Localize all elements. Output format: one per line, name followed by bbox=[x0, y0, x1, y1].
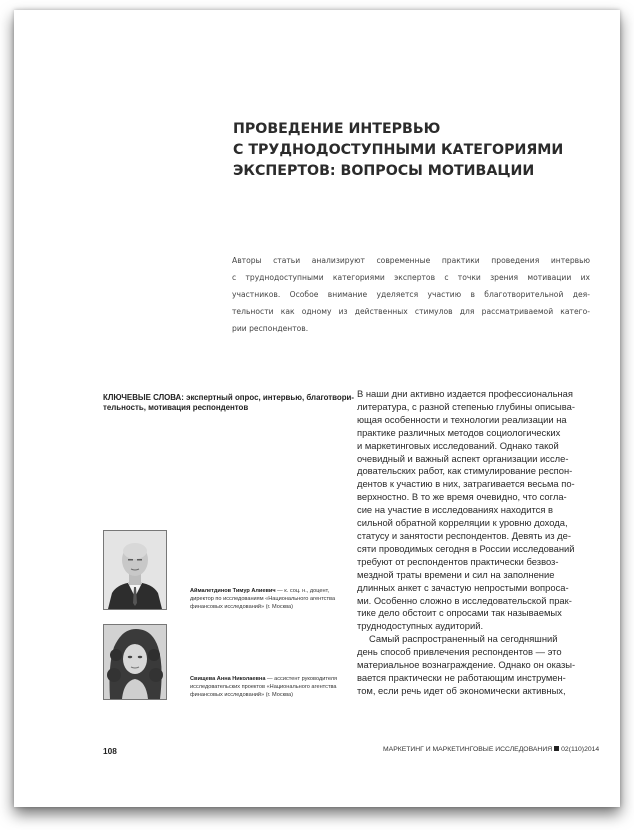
abstract-line: участников. Особое внимание уделяется участию в благотворительной дея- bbox=[232, 290, 590, 300]
journal-footer bbox=[383, 746, 599, 753]
journal-name: МАРКЕТИНГ И МАРКЕТИНГОВЫЕ ИССЛЕДОВАНИЯ bbox=[383, 746, 553, 753]
author-degree: — к. соц. н., доцент, bbox=[275, 588, 330, 594]
body-line: ющая особенности и технологии реализации на bbox=[357, 413, 567, 425]
author-info-2 bbox=[190, 675, 350, 700]
portrait-woman-image bbox=[104, 625, 166, 699]
body-line: длинных анкет с зачастую непростыми вопроса- bbox=[357, 581, 569, 593]
keywords-list-1: экспертный опрос, интервью, благотвори- bbox=[186, 393, 354, 402]
body-line: практике различных методов социологических bbox=[357, 426, 561, 438]
author-position: директор по исследованиям «Национального агентства bbox=[190, 596, 336, 603]
body-line: том, если речь идет об экономически активных, bbox=[357, 684, 566, 696]
body-line: очевидный и важный аспект организации иссле- bbox=[357, 452, 569, 464]
author-line bbox=[190, 675, 350, 683]
keywords-block bbox=[103, 393, 354, 414]
author-photo-man bbox=[103, 530, 167, 610]
body-line: довательских работ, как стимулирование респон- bbox=[357, 465, 573, 477]
body-line: вается практически не работающим инструмен- bbox=[357, 671, 566, 683]
body-line: дентов к участию в них, затрагивается весьма по- bbox=[357, 478, 575, 490]
body-line: В наши дни активно издается профессиональная bbox=[357, 388, 573, 399]
author-position: исследовательских проектов «Национального агентства bbox=[190, 684, 337, 691]
keywords-list-2: тельность, мотивация респондентов bbox=[103, 403, 249, 413]
body-line: ми. Особенно сложно в исследовательской прак- bbox=[357, 594, 572, 606]
author-name: Аймалетдинов Тимур Алиевич bbox=[190, 588, 276, 594]
body-line: сильной обратной корреляции к уровню дохода, bbox=[357, 517, 568, 529]
abstract-line: Авторы статьи анализируют современные практики проведения интервью bbox=[232, 256, 590, 265]
article-body bbox=[357, 388, 592, 698]
body-line: материальное вознаграждение. Однако он оказы- bbox=[357, 659, 576, 671]
author-line bbox=[190, 587, 350, 595]
keywords-line bbox=[103, 393, 354, 403]
body-line: верхностно. В то же время очевидно, что согла- bbox=[357, 491, 567, 503]
author-affiliation: финансовых исследований» (г. Москва) bbox=[190, 692, 293, 699]
article-title bbox=[233, 119, 613, 182]
abstract-line: тельности как одному из действенных стимулов для рассматриваемой катего- bbox=[232, 307, 590, 317]
square-separator-icon bbox=[554, 746, 559, 751]
author-photo-woman bbox=[103, 624, 167, 700]
page-number: 108 bbox=[103, 746, 117, 756]
body-line: статусу и занятости респондентов. Девять из де- bbox=[357, 529, 571, 541]
body-line: требуют от респондентов практически безвоз- bbox=[357, 555, 559, 567]
author-info-1 bbox=[190, 587, 350, 612]
keywords-label: КЛЮЧЕВЫЕ СЛОВА: bbox=[103, 393, 184, 402]
abstract-line: с труднодоступными категориями экспертов с точки зрения мотивации их bbox=[232, 273, 590, 283]
title-line: С ТРУДНОДОСТУПНЫМИ КАТЕГОРИЯМИ bbox=[233, 142, 564, 158]
author-degree: — ассистент руководителя bbox=[265, 676, 338, 682]
author-affiliation: финансовых исследований» (г. Москва) bbox=[190, 604, 293, 611]
body-line: и маркетинговых исследований. Однако такой bbox=[357, 439, 559, 451]
article-abstract bbox=[232, 252, 590, 337]
body-line: Самый распространенный на сегодняшний bbox=[369, 633, 558, 645]
author-name: Свищева Анна Николаевна bbox=[190, 676, 266, 682]
journal-page bbox=[14, 10, 620, 807]
title-line: ЭКСПЕРТОВ: ВОПРОСЫ МОТИВАЦИИ bbox=[233, 163, 535, 179]
body-line: тике дело обстоит с опросами так называемых bbox=[357, 607, 562, 619]
portrait-man-image bbox=[104, 531, 166, 609]
body-line: литература, с разной степенью глубины описыва- bbox=[357, 400, 575, 412]
body-line: сяти проводимых сегодня в России исследований bbox=[357, 542, 575, 554]
abstract-line: рии респондентов. bbox=[232, 324, 309, 334]
body-line: сие на участие в исследованиях находится в bbox=[357, 504, 554, 516]
title-line: ПРОВЕДЕНИЕ ИНТЕРВЬЮ bbox=[233, 121, 441, 137]
body-line: труднодоступных аудиторий. bbox=[357, 620, 484, 632]
body-line: день способ привлечения респондентов — это bbox=[357, 646, 562, 658]
journal-issue: 02(110)2014 bbox=[561, 746, 600, 753]
body-line: мездной траты времени и сил на заполнение bbox=[357, 568, 555, 580]
